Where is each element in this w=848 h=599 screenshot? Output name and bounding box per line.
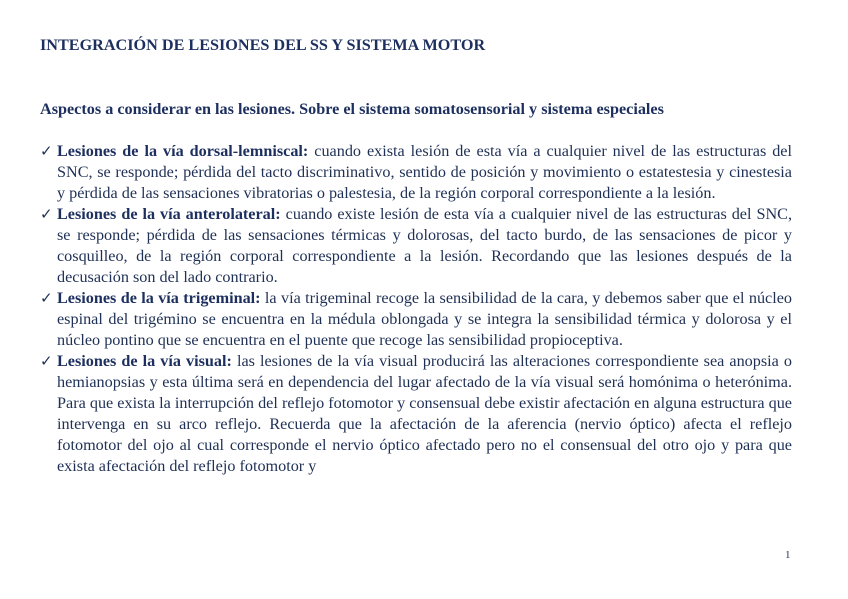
item-heading: Lesiones de la vía trigeminal: [57,289,261,307]
checkmark-icon: ✓ [40,205,53,223]
item-text: cuando exista lesión de esta vía a cualquier nivel de las estructuras del SNC, se responde; pérdida del tacto discriminativo, sentido de posición y movimiento o estatestesia y cinestesia y pérdida de las sensaciones vibratorias o palestesia, de la región corporal correspondiente a la lesión. [57,142,792,202]
item-text: cuando existe lesión de esta vía a cualquier nivel de las estructuras del SNC, se responde; pérdida de las sensaciones térmicas y dolorosas, del tacto burdo, de las sensaciones de picor y cosquilleo, de la región corporal correspondiente a la lesión. Recordando que las lesiones después de la decusación son del lado contrario. [57,205,792,286]
list-item-visual [40,351,792,477]
section-subtitle: Aspectos a considerar en las lesiones. Sobre el sistema somatosensorial y sistema especiales [40,100,664,118]
checkmark-icon: ✓ [40,352,53,370]
item-text: la vía trigeminal recoge la sensibilidad de la cara, y debemos saber que el núcleo espinal del trigémino se encuentra en la médula oblongada y se integra la sensibilidad térmica y dolorosa y el núcleo pontino que se encuentra en el puente que recoge las sensibilidad propioceptiva. [57,289,792,349]
item-heading: Lesiones de la vía anterolateral: [57,205,281,223]
item-heading: Lesiones de la vía visual: [57,352,232,370]
list-item-anterolateral [40,204,792,288]
item-heading: Lesiones de la vía dorsal-lemniscal: [57,142,309,160]
item-text: las lesiones de la vía visual producirá las alteraciones correspondiente sea anopsia o hemianopsias y esta última será en dependencia del lugar afectado de la vía visual será homónima o heterónima. Para que exista la interrupción del reflejo fotomotor y consensual debe existir afectación en alguna estructura que intervenga en su arco reflejo. Recuerda que la afectación de la aferencia (nervio óptico) afecta el reflejo fotomotor del ojo al cual corresponde el nervio óptico afectado pero no el consensual del otro ojo y para que exista afectación del reflejo fotomotor y [57,352,792,475]
document-title: INTEGRACIÓN DE LESIONES DEL SS Y SISTEMA MOTOR [40,36,486,54]
lesion-list [40,141,792,477]
checkmark-icon: ✓ [40,289,53,307]
checkmark-icon: ✓ [40,142,53,160]
list-item-dorsal-lemniscal [40,141,792,204]
page-number: 1 [785,549,791,561]
list-item-trigeminal [40,288,792,351]
